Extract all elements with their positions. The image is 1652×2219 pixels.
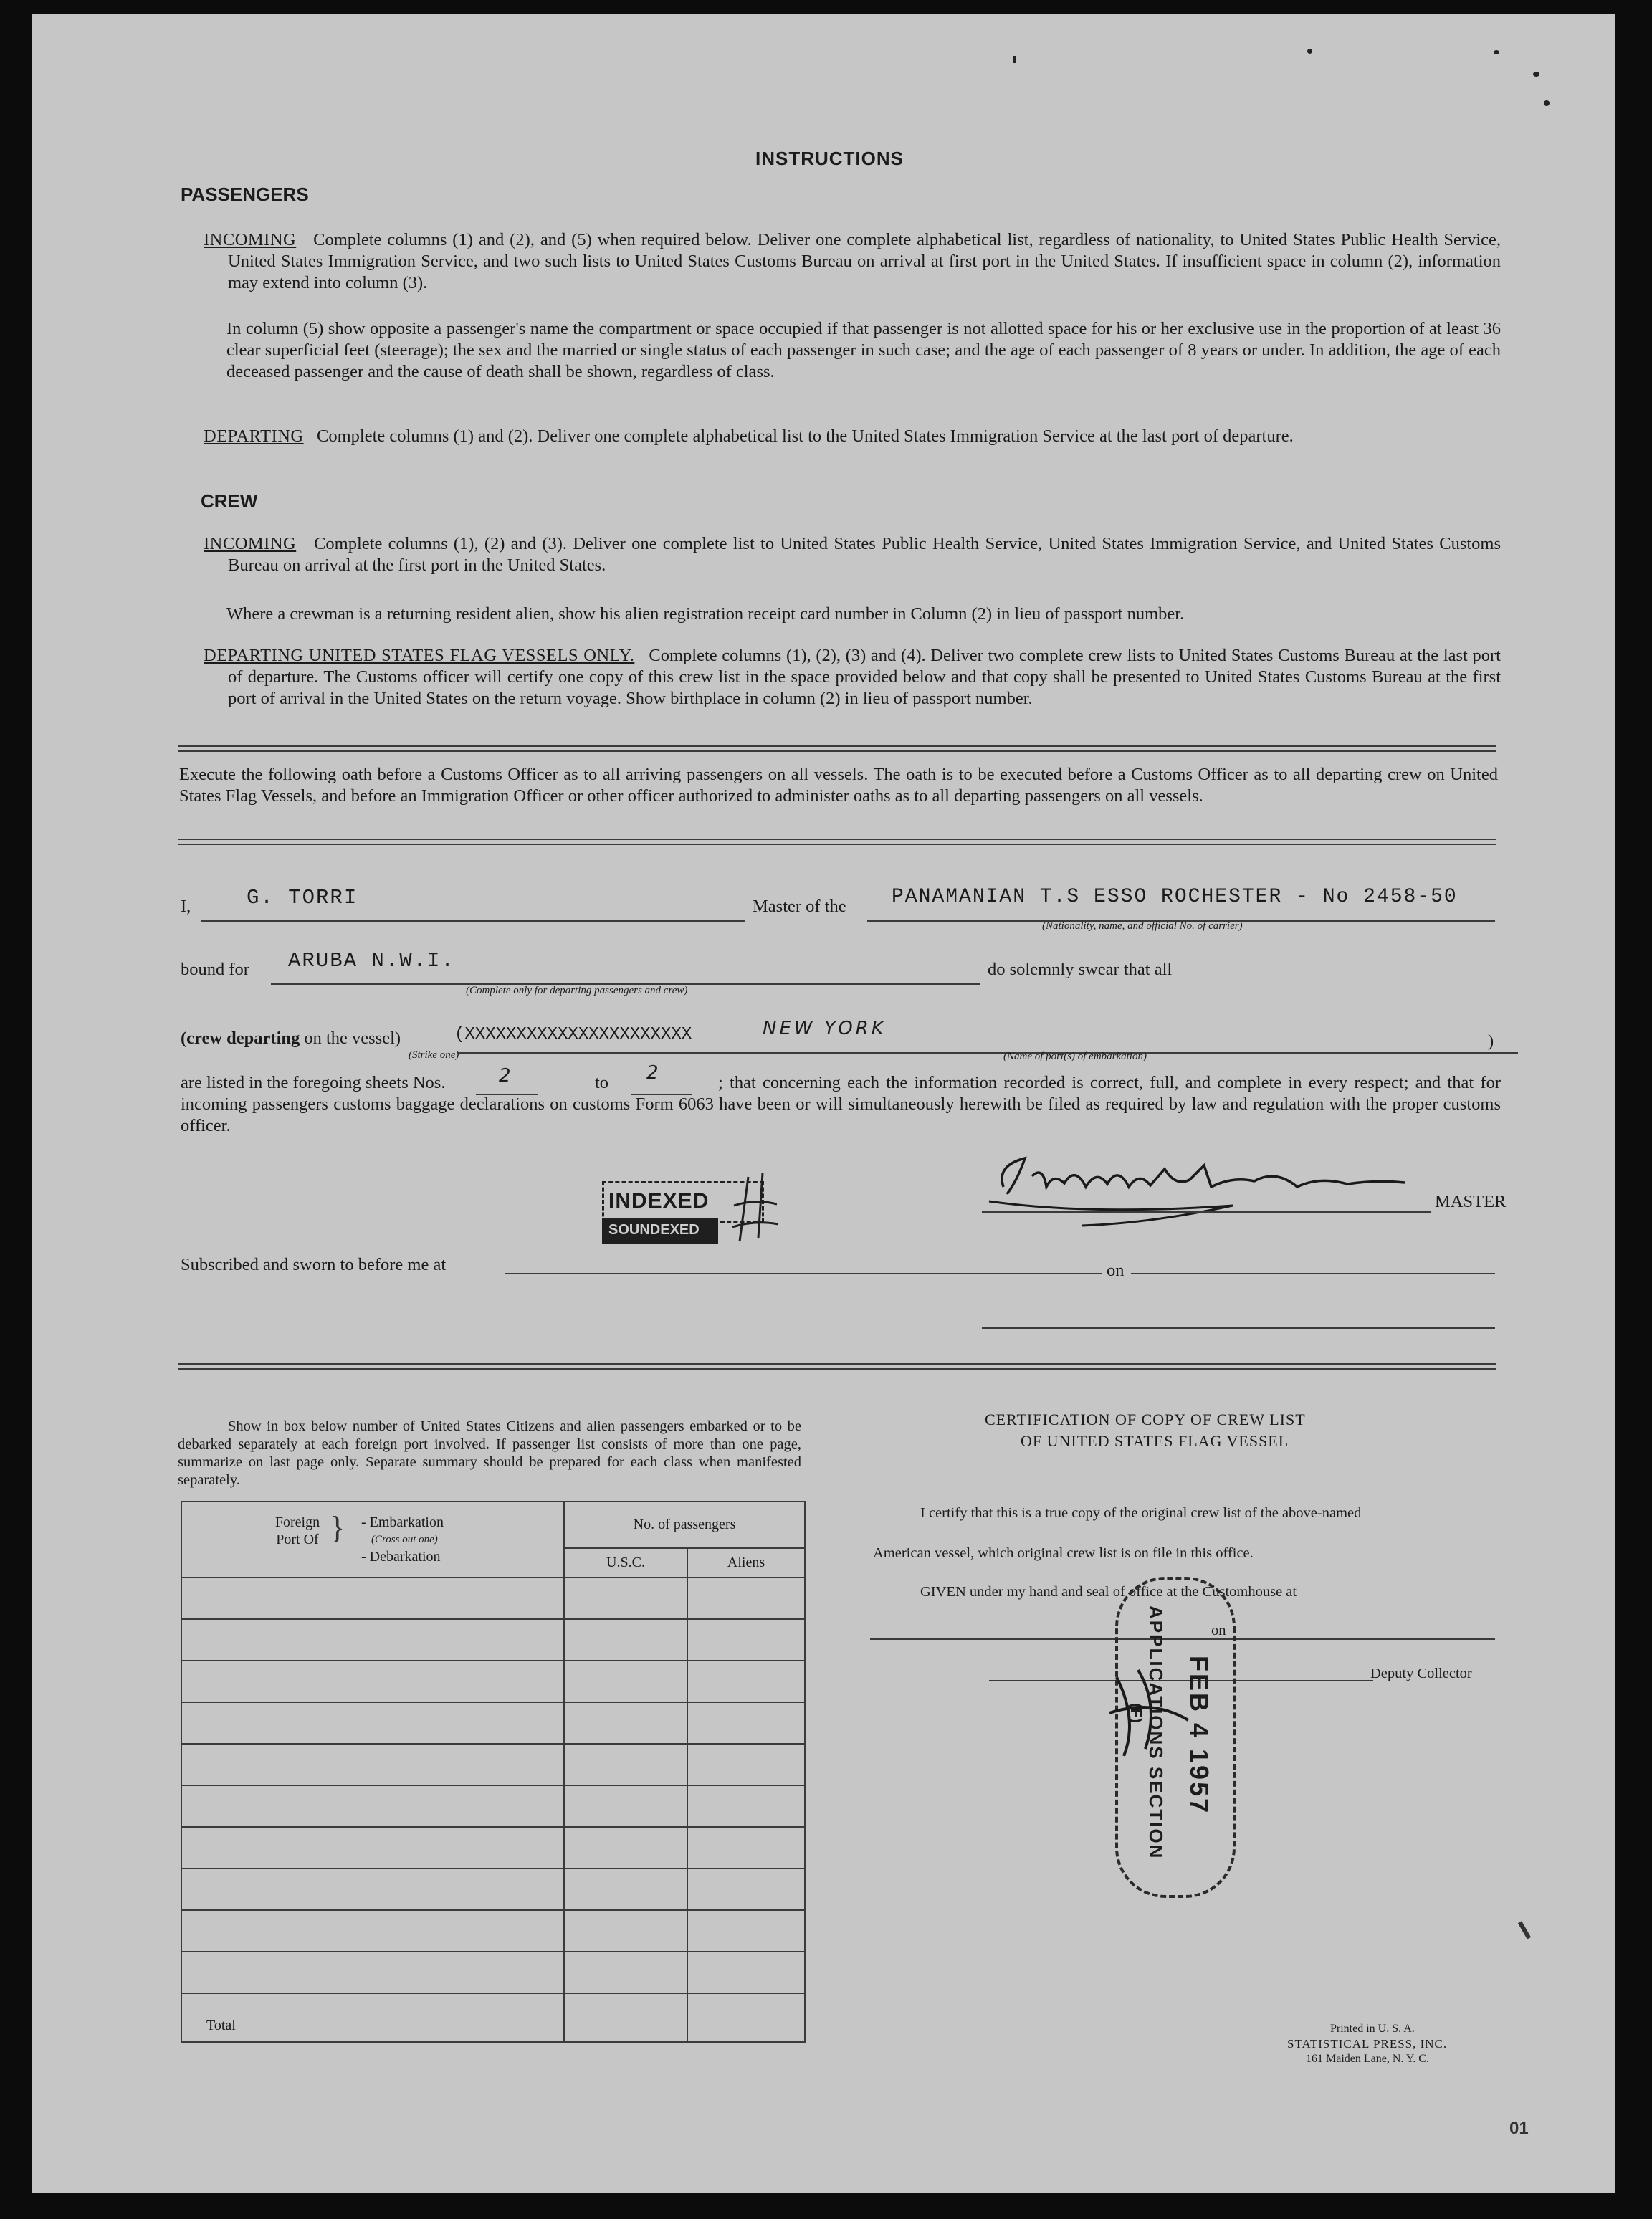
scan-speck: [1533, 72, 1539, 77]
table-cell[interactable]: [181, 1744, 564, 1785]
crew-incoming-paragraph: [204, 533, 1501, 576]
table-cell[interactable]: [564, 1744, 687, 1785]
crew-departing-paragraph: [204, 645, 1501, 710]
applications-stamp-text: APPLICATIONS SECTION: [1145, 1605, 1167, 1860]
oath-i-label: I,: [181, 897, 191, 916]
received-date-stamp: FEB 4 1957: [1185, 1656, 1214, 1815]
certification-title-1: CERTIFICATION OF COPY OF CREW LIST: [985, 1411, 1306, 1428]
indexed-initials-mark: [727, 1170, 784, 1249]
table-cell[interactable]: [564, 1619, 687, 1661]
table-cell[interactable]: [687, 1661, 805, 1702]
port-caption: (Name of port(s) of embarkation): [1003, 1051, 1147, 1062]
table-cell[interactable]: [687, 1952, 805, 1993]
passengers-incoming-label: INCOMING: [204, 230, 297, 249]
usc-header: [564, 1548, 687, 1578]
close-paren: ): [1488, 1031, 1494, 1051]
vessel-caption: (Nationality, name, and official No. of carrier): [1042, 920, 1243, 932]
vessel-value: PANAMANIAN T.S ESSO ROCHESTER - No 2458-50: [892, 886, 1458, 908]
table-cell[interactable]: [181, 1619, 564, 1661]
crew-departing-option: (crew departing: [181, 1029, 300, 1048]
subscribed-label: Subscribed and sworn to before me at: [181, 1255, 447, 1274]
crew-departing-label: [181, 1028, 401, 1049]
bound-for-caption: (Complete only for departing passengers and crew): [466, 985, 688, 996]
bound-for-field-line: [271, 970, 980, 985]
passengers-incoming-paragraph: [204, 229, 1501, 294]
table-row: [181, 1785, 805, 1827]
table-cell[interactable]: [687, 1785, 805, 1827]
crew-departing-label: DEPARTING UNITED STATES FLAG VESSELS ONLY.: [204, 646, 635, 665]
port-value: NEW YORK: [763, 1018, 887, 1039]
certification-on-label: on: [1211, 1623, 1226, 1638]
bound-for-value: ARUBA N.W.I.: [288, 949, 455, 973]
table-row: [181, 1578, 805, 1619]
to-label: to: [595, 1073, 609, 1092]
strike-one-caption: (Strike one): [409, 1049, 459, 1061]
total-label: Total: [206, 2018, 236, 2033]
usc-label: U.S.C.: [606, 1554, 645, 1570]
certification-title-2: OF UNITED STATES FLAG VESSEL: [1021, 1432, 1289, 1450]
soundexed-stamp: [602, 1218, 718, 1244]
aliens-header: [687, 1548, 805, 1578]
soundexed-stamp-text: SOUNDEXED: [608, 1222, 700, 1238]
no-passengers-header: [564, 1502, 805, 1548]
table-cell[interactable]: [564, 1869, 687, 1910]
cross-out-label: (Cross out one): [371, 1534, 438, 1545]
table-cell[interactable]: [687, 1910, 805, 1952]
total-aliens-cell[interactable]: [687, 1993, 805, 2042]
total-label-cell: [181, 1993, 564, 2042]
master-of-label: Master of the: [753, 897, 846, 916]
passengers-column5-paragraph: In column (5) show opposite a passenger's name the compartment or space occupied if that passenger is not allotted space for his or her exclusive use in the proportion of at least 36 clear superficial feet (steerage); the sex and the married or single status of each passenger in such case; and the age of each passenger of 8 years or under. In addition, the age of each deceased passenger and the cause of death shall be shown, regardless of class.: [226, 319, 1501, 381]
crew-incoming-label: INCOMING: [204, 534, 297, 553]
sheet-from-value: 2: [499, 1065, 511, 1087]
table-row: [181, 1910, 805, 1952]
debarkation-label: - Debarkation: [361, 1549, 441, 1565]
certification-text-2: American vessel, which original crew list is on file in this office.: [873, 1545, 1254, 1561]
sheet-to-value: 2: [646, 1062, 659, 1084]
table-cell[interactable]: [181, 1578, 564, 1619]
crew-incoming-text: Complete columns (1), (2) and (3). Deliver one complete list to United States Public Health Service, United States Immigration Service, and United States Customs Bureau on arrival at the first port in the United States.: [228, 534, 1501, 575]
subscribed-date-line: [1131, 1264, 1495, 1274]
subscribed-on-label: on: [1107, 1261, 1125, 1280]
table-cell[interactable]: [564, 1702, 687, 1744]
scan-speck: [1494, 50, 1499, 54]
table-cell[interactable]: [181, 1702, 564, 1744]
table-cell[interactable]: [564, 1661, 687, 1702]
table-cell[interactable]: [687, 1869, 805, 1910]
table-row: [181, 1744, 805, 1785]
total-row: [181, 1993, 805, 2042]
master-name-value: G. TORRI: [247, 886, 358, 910]
scan-speck: [1307, 49, 1312, 54]
table-cell[interactable]: [564, 1827, 687, 1869]
applications-f-mark: (F): [1127, 1703, 1145, 1724]
table-cell[interactable]: [687, 1744, 805, 1785]
table-cell[interactable]: [564, 1785, 687, 1827]
foreign-port-label: Foreign Port Of: [274, 1514, 320, 1547]
section-divider: [178, 750, 1496, 752]
no-passengers-label: No. of passengers: [633, 1516, 736, 1532]
printer-line-1: Printed in U. S. A.: [1330, 2023, 1415, 2035]
deputy-collector-label: Deputy Collector: [1370, 1666, 1472, 1681]
table-row: [181, 1952, 805, 1993]
certify-text: ; that concerning each the information recorded is correct, full, and complete in every respect; and that for incoming passengers customs baggage declarations on customs Form 6063 have been or will simultaneously herewith be filed as required by law and regulation with the proper customs officer.: [181, 1073, 1501, 1135]
table-row: [181, 1827, 805, 1869]
table-cell[interactable]: [687, 1702, 805, 1744]
table-cell[interactable]: [687, 1578, 805, 1619]
passengers-departing-label: DEPARTING: [204, 426, 304, 446]
section-divider: [178, 1368, 1496, 1370]
embarkation-label: - Embarkation: [361, 1514, 444, 1530]
master-label: MASTER: [1435, 1192, 1507, 1211]
master-signature-line: [982, 1204, 1431, 1213]
table-cell[interactable]: [181, 1869, 564, 1910]
certification-date-line: [1233, 1631, 1495, 1640]
table-cell[interactable]: [564, 1910, 687, 1952]
crew-resident-paragraph: Where a crewman is a returning resident alien, show his alien registration receipt card number in Column (2) in lieu of passport number.: [226, 604, 1185, 624]
passenger-summary-table: [181, 1501, 806, 2043]
page-mark: 01: [1509, 2119, 1529, 2138]
brace-icon: }: [330, 1510, 345, 1545]
passengers-departing-paragraph: [204, 426, 1501, 447]
swear-text: do solemnly swear that all: [988, 960, 1173, 979]
section-divider: [178, 745, 1496, 747]
vessel-field-line: [867, 907, 1495, 922]
indexed-stamp-text: INDEXED: [608, 1189, 710, 1213]
master-name-field-line: [201, 907, 745, 922]
passengers-heading: PASSENGERS: [181, 183, 309, 205]
officer-signature-line: [982, 1319, 1495, 1329]
table-cell[interactable]: [564, 1578, 687, 1619]
table-cell[interactable]: [181, 1910, 564, 1952]
aliens-label: Aliens: [727, 1554, 765, 1570]
summary-instructions: Show in box below number of United States Citizens and alien passengers embarked or to be debarked separately at each foreign port involved. If passenger list consists of more than one page, summarize on last page only. Separate summary should be prepared for each class when manifested separately.: [178, 1418, 801, 1488]
certification-text-1: I certify that this is a true copy of the original crew list of the above-named: [920, 1505, 1362, 1521]
bound-for-label: bound for: [181, 960, 249, 979]
table-cell[interactable]: [564, 1952, 687, 1993]
struck-out-text: (XXXXXXXXXXXXXXXXXXXXXX: [454, 1025, 692, 1044]
printer-line-2: STATISTICAL PRESS, INC.: [1287, 2037, 1448, 2051]
certification-given: GIVEN under my hand and seal of office at the Customhouse at: [920, 1584, 1297, 1600]
handwritten-initials-mark: [1095, 1663, 1203, 1763]
passengers-departing-text: Complete columns (1) and (2). Deliver one complete alphabetical list to the United States Immigration Service at the last port of departure.: [316, 426, 1294, 446]
table-cell[interactable]: [687, 1619, 805, 1661]
section-divider: [178, 844, 1496, 845]
scan-speck: [1544, 100, 1550, 106]
instructions-title: INSTRUCTIONS: [755, 148, 904, 169]
section-divider: [178, 1363, 1496, 1365]
subscribed-place-line: [505, 1264, 1102, 1274]
printer-line-3: 161 Maiden Lane, N. Y. C.: [1306, 2053, 1429, 2065]
table-cell[interactable]: [181, 1785, 564, 1827]
table-cell[interactable]: [181, 1827, 564, 1869]
crew-departing-text: Complete columns (1), (2), (3) and (4). Deliver two complete crew lists to United States Customs Bureau at the last port of departure. The Customs officer will certify one copy of this crew list in the space provided below and that copy shall be presented to United States Customs Bureau at the first port of arrival in the United States on the return voyage. Show birthplace in column (2) in lieu of passport number.: [228, 646, 1501, 708]
document-page: [32, 14, 1615, 2193]
table-row: [181, 1661, 805, 1702]
table-cell[interactable]: [181, 1952, 564, 1993]
table-cell[interactable]: [181, 1661, 564, 1702]
listed-label: are listed in the foregoing sheets Nos.: [181, 1073, 446, 1092]
crew-heading: CREW: [201, 490, 258, 512]
oath-intro-paragraph: Execute the following oath before a Customs Officer as to all arriving passengers on all vessels. The oath is to be executed before a Customs Officer as to all departing crew on United States Flag Vessels, and before an Immigration Officer or other officer authorized to administer oaths as to all departing passengers on all vessels.: [179, 765, 1498, 806]
master-signature: [975, 1137, 1419, 1230]
total-usc-cell[interactable]: [564, 1993, 687, 2042]
section-divider: [178, 839, 1496, 840]
passengers-incoming-text: Complete columns (1) and (2), and (5) when required below. Deliver one complete alphabetical list, regardless of nationality, to United States Public Health Service, United States Immigration Service, and two such lists to United States Customs Bureau on arrival at first port in the United States. If insufficient space in column (2), information may extend into column (3).: [228, 230, 1501, 292]
table-row: [181, 1619, 805, 1661]
table-row: [181, 1702, 805, 1744]
on-vessel-label: on the vessel): [304, 1029, 401, 1048]
scan-speck: [1518, 1921, 1531, 1939]
table-row: [181, 1869, 805, 1910]
scan-speck: [1013, 56, 1016, 63]
table-cell[interactable]: [687, 1827, 805, 1869]
foreign-port-header: [181, 1502, 564, 1578]
